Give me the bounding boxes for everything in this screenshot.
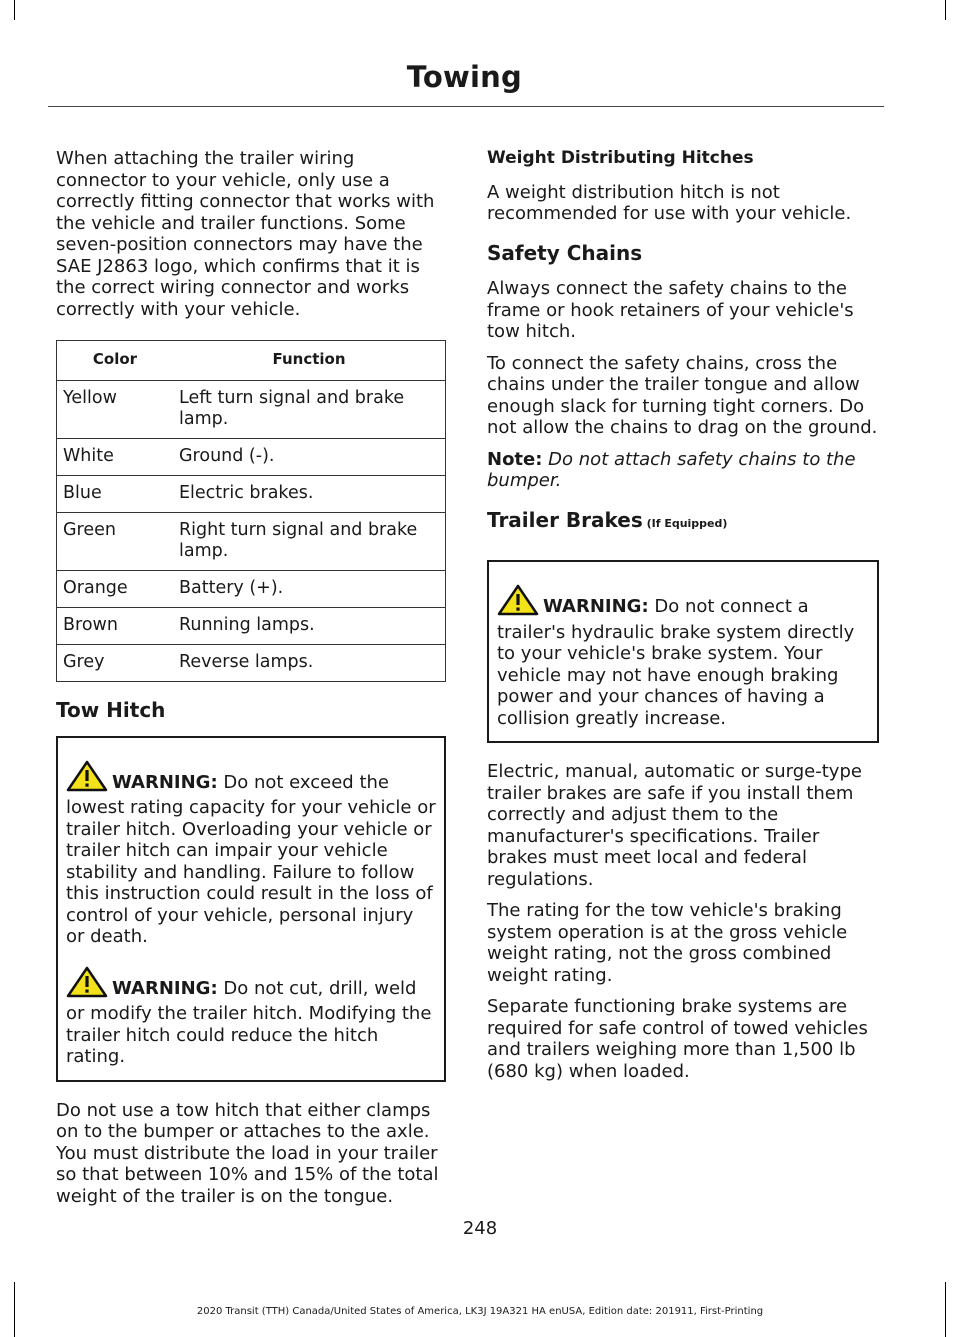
- warning-paragraph: [497, 584, 869, 729]
- color-cell: White: [57, 439, 174, 476]
- tow-hitch-warning-box: [56, 736, 446, 1082]
- table-row: [57, 571, 446, 608]
- left-column: [56, 148, 446, 1217]
- header-divider: [48, 106, 884, 107]
- table-row: [57, 608, 446, 645]
- color-cell: Orange: [57, 571, 174, 608]
- trailer-brakes-warning-box: [487, 560, 879, 743]
- warning-paragraph: [66, 760, 436, 948]
- trailer-brakes-title: Trailer Brakes: [487, 507, 643, 532]
- function-cell: Electric brakes.: [173, 476, 446, 513]
- footer-edition-info: 2020 Transit (TTH) Canada/United States of America, LK3J 19A321 HA enUSA, Edition date: 201911, First-Printing: [196, 1306, 764, 1317]
- function-cell: Battery (+).: [173, 571, 446, 608]
- brakes-paragraph: Separate functioning brake systems are required for safe control of towed vehicles and trailers weighing more than 1,500 lb (680 kg) when loaded.: [487, 996, 868, 1082]
- column-header-color: Color: [57, 341, 174, 381]
- chains-paragraph: Always connect the safety chains to the frame or hook retainers of your vehicle's tow hitch.: [487, 278, 854, 342]
- table-row: [57, 513, 446, 571]
- color-cell: Yellow: [57, 381, 174, 439]
- warning-triangle-icon: [497, 584, 539, 622]
- note-paragraph: [487, 449, 879, 492]
- warning-label: WARNING:: [112, 977, 218, 999]
- warning-text: Do not connect a trailer's hydraulic brake system directly to your vehicle's brake system. Your vehicle may not have enough braking power and your chances of having a collision greatly increase.: [497, 596, 855, 729]
- warning-text: Do not cut, drill, weld or modify the trailer hitch. Modifying the trailer hitch could reduce the hitch rating.: [66, 977, 432, 1067]
- function-cell: Ground (-).: [173, 439, 446, 476]
- trailer-brakes-heading: [487, 507, 879, 535]
- function-cell: Left turn signal and brake lamp.: [173, 381, 446, 439]
- note-label: Note:: [487, 448, 543, 470]
- wiring-color-table: [56, 340, 446, 682]
- tow-hitch-heading: Tow Hitch: [56, 698, 166, 722]
- warning-paragraph: [66, 966, 436, 1068]
- color-cell: Brown: [57, 608, 174, 645]
- table-row: [57, 381, 446, 439]
- warning-label: WARNING:: [112, 771, 218, 793]
- warning-triangle-icon: [66, 760, 108, 798]
- function-cell: Right turn signal and brake lamp.: [173, 513, 446, 571]
- table-row: [57, 439, 446, 476]
- warning-triangle-icon: [66, 966, 108, 1004]
- color-cell: Grey: [57, 645, 174, 682]
- page-number: 248: [462, 1218, 498, 1239]
- table-row: [57, 645, 446, 682]
- crop-mark-top-left: [14, 0, 15, 20]
- table-header-row: [57, 341, 446, 381]
- function-cell: Running lamps.: [173, 608, 446, 645]
- brakes-paragraph: Electric, manual, automatic or surge-type trailer brakes are safe if you install them correctly and adjust them to the manufacturer's specifications. Trailer brakes must meet local and federal regulations.: [487, 761, 862, 890]
- page-title: Towing: [406, 60, 522, 94]
- table-row: [57, 476, 446, 513]
- if-equipped-label: (If Equipped): [642, 516, 728, 530]
- intro-paragraph: When attaching the trailer wiring connector to your vehicle, only use a correctly fitting connector that works with the vehicle and trailer functions. Some seven-position connectors may have the SAE J2863 logo, which confirms that it is the correct wiring connector and works correctly with your vehicle.: [56, 148, 435, 320]
- warning-text: Do not exceed the lowest rating capacity for your vehicle or trailer hitch. Overloading your vehicle or trailer hitch can impair your vehicle stability and handling. Failure to follow this instruction could result in the loss of control of your vehicle, personal injury or death.: [66, 771, 436, 947]
- color-cell: Green: [57, 513, 174, 571]
- weight-distributing-hitches-heading: Weight Distributing Hitches: [487, 148, 754, 168]
- safety-chains-heading: Safety Chains: [487, 240, 643, 265]
- brakes-paragraph: The rating for the tow vehicle's braking system operation is at the gross vehicle weight rating, not the gross combined weight rating.: [487, 900, 848, 986]
- hitch-paragraph: Do not use a tow hitch that either clamps on to the bumper or attaches to the axle. You must distribute the load in your trailer so that between 10% and 15% of the total weight of the trailer is on the tongue.: [56, 1099, 439, 1207]
- note-text: Do not attach safety chains to the bumper.: [487, 448, 856, 491]
- right-column: [487, 148, 879, 1092]
- crop-mark-top-right: [945, 0, 946, 20]
- wdh-paragraph: A weight distribution hitch is not recommended for use with your vehicle.: [487, 181, 852, 224]
- chains-paragraph: To connect the safety chains, cross the chains under the trailer tongue and allow enough slack for turning tight corners. Do not allow the chains to drag on the ground.: [487, 352, 878, 438]
- warning-label: WARNING:: [543, 596, 649, 617]
- function-cell: Reverse lamps.: [173, 645, 446, 682]
- column-header-function: Function: [173, 341, 446, 381]
- color-cell: Blue: [57, 476, 174, 513]
